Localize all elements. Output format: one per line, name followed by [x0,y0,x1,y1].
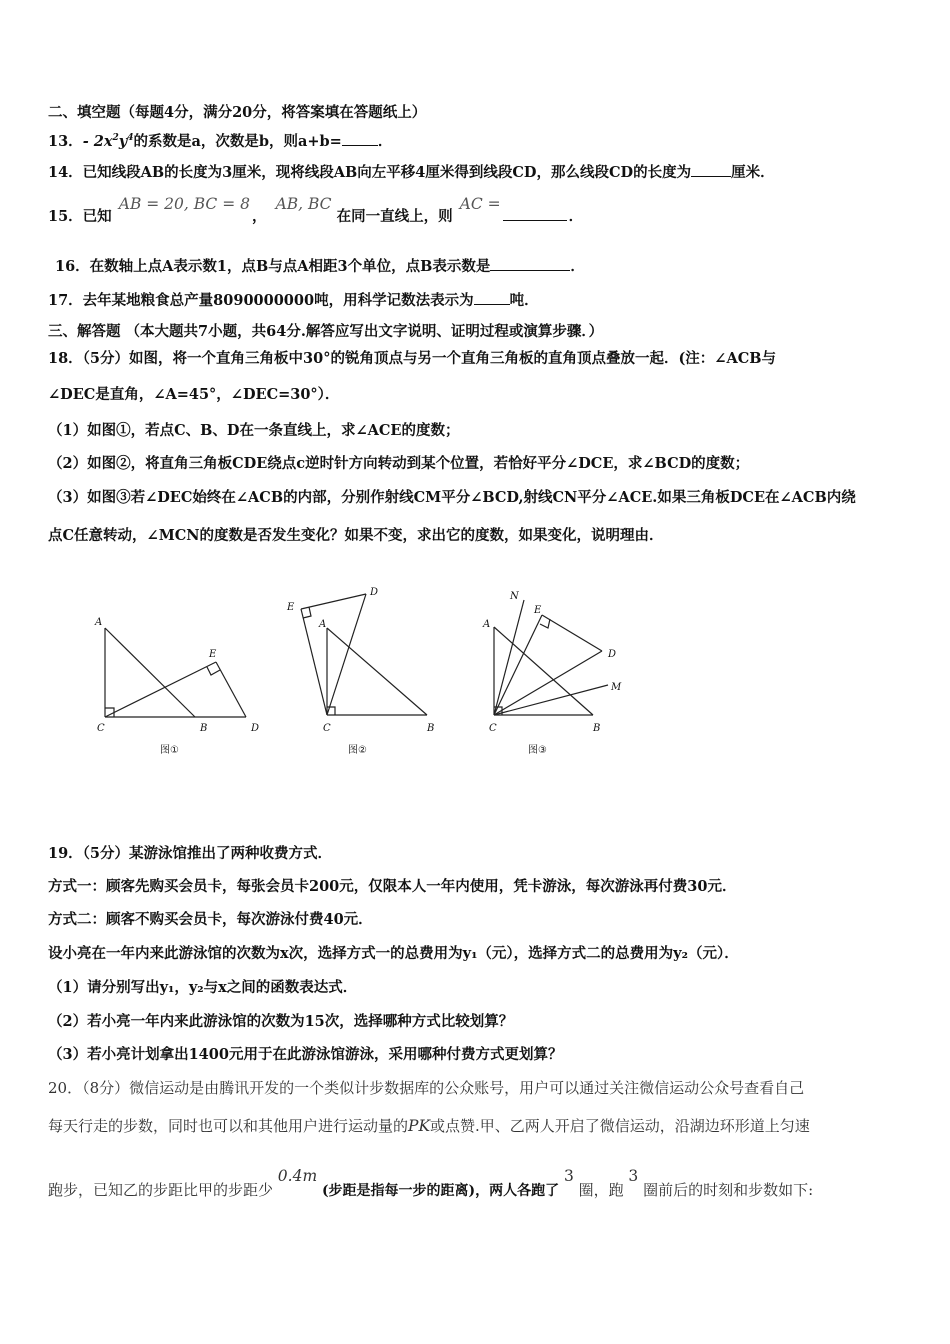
figure-3 [478,585,638,757]
figure-2 [280,582,450,757]
fig1-label-a: A [95,617,103,628]
fig2-label-a: A [319,619,327,630]
q15-answer-blank[interactable] [503,206,567,221]
q20-laps-2: 3 [628,1167,639,1185]
q18-part-3-line-1: （3）如图③若∠DEC始终在∠ACB的内部，分别作射线CM平分∠BCD,射线CN平分∠ACE.如果三角板DCE在∠ACB内绕 [48,489,856,506]
fig2-label-b: B [427,723,435,734]
section-3-header: 三、解答题 （本大题共7小题，共64分.解答应写出文字说明、证明过程或演算步骤．） [48,323,604,340]
q19-part-2: （2）若小亮一年内来此游泳馆的次数为15次，选择哪种方式比较划算？ [48,1013,514,1030]
q16-answer-blank[interactable] [490,256,570,271]
question-13: 13．- $2x^2y^4$的系数是a，次数是b，则a+b= ． [48,132,393,150]
figure-1 [88,605,268,755]
fig1-label-b: B [200,723,208,734]
q20-pk: PK [408,1117,431,1135]
fig3-label-e: E [534,605,542,616]
fig3-edge-ce [494,615,542,715]
q13-expression: - $2x^2y^4$ [82,132,134,150]
q19-setup: 设小亮在一年内来此游泳馆的次数为x次，选择方式一的总费用为y₁（元），选择方式二的总费用为y₂（元）． [48,945,739,962]
fig2-edge-ed [301,594,366,609]
q20-line-1: 20．（8分）微信运动是由腾讯开发的一个类似计步数据库的公众账号，用户可以通过关注微信运动公众号查看自己 [48,1079,805,1097]
fig2-label-d: D [370,587,379,598]
fig1-edge-ab [105,628,195,717]
q20-step-difference: 0.4m [277,1167,318,1185]
fig1-label-c: C [97,723,105,734]
q13-answer-blank[interactable] [342,131,378,146]
fig3-ray-cm [494,685,608,715]
fig3-label-d: D [608,649,617,660]
q16-text: 16．在数轴上点A表示数1，点B与点A相距3个单位，点B表示数是 [55,258,491,275]
q20-line-3: 跑步，已知乙的步距比甲的步距少 0.4m (步距是指每一步的距离)，两人各跑了 3 圈，跑 3 圈前后的时刻和步数如下: [48,1167,814,1199]
q15-given-lengths: AB = 20, BC = 8 [118,195,250,213]
fig3-ray-cn [494,600,524,715]
q19-line-1: 19．（5分）某游泳馆推出了两种收费方式． [48,845,333,862]
fig1-label-d: D [251,723,260,734]
q18-part-1: （1）如图①，若点C、B、D在一条直线上，求∠ACE的度数； [48,422,460,439]
fig1-right-angle-c [105,708,114,717]
question-14: 14．已知线段AB的长度为3厘米，现将线段AB向左平移4厘米得到线段CD，那么线段CD的长度为 厘米． [48,164,775,181]
fig3-edge-ed [542,615,602,651]
q13-number: 13． [48,132,83,150]
q17-text: 17．去年某地粮食总产量8090000000吨，用科学记数法表示为 [48,292,474,309]
q18-line-1: 18．（5分）如图，将一个直角三角板中30°的锐角顶点与另一个直角三角板的直角顶点叠放一起．(注：∠ACB与 [48,350,776,367]
q15-text: 在同一直线上，则 [336,208,453,225]
q18-part-3-line-2: 点C任意转动，∠MCN的度数是否发生变化？如果不变，求出它的度数，如果变化，说明理由． [48,527,664,544]
fig2-edge-ab [327,628,427,715]
fig2-label-c: C [323,723,331,734]
question-17: 17．去年某地粮食总产量8090000000吨，用科学记数法表示为 吨． [48,292,539,309]
fig1-label-e: E [209,649,217,660]
fig3-label-a: A [483,619,491,630]
q15-number: 15．已知 [48,208,112,225]
q15-ac-expression: AC = [459,195,501,213]
fig3-label-c: C [489,723,497,734]
q14-text: 14．已知线段AB的长度为3厘米，现将线段AB向左平移4厘米得到线段CD，那么线段CD的长度为 [48,164,692,181]
fig2-caption: 图② [348,745,367,756]
fig2-label-e: E [287,602,295,613]
q20-line-2: 每天行走的步数，同时也可以和其他用户进行运动量的PK或点赞.甲、乙两人开启了微信运动，沿湖边环形道上匀速 [48,1117,810,1135]
q18-line-2: ∠DEC是直角，∠A=45°，∠DEC=30°）． [48,386,340,403]
fig3-label-b: B [593,723,601,734]
section-2-header: 二、填空题（每题4分，满分20分，将答案填在答题纸上） [48,104,427,121]
q20-laps-1: 3 [563,1167,574,1185]
fig3-label-m: M [611,682,622,693]
fig3-label-n: N [510,591,519,602]
fig1-right-angle-e [207,667,220,675]
q19-part-3: （3）若小亮计划拿出1400元用于在此游泳馆游泳，采用哪种付费方式更划算？ [48,1046,563,1063]
q13-text: 的系数是a，次数是b，则a+b= [133,132,342,150]
q19-way-1: 方式一：顾客先购买会员卡，每张会员卡200元，仅限本人一年内使用，凭卡游泳，每次游泳再付费30元． [48,878,737,895]
fig1-edge-ed [216,662,246,717]
fig3-right-angle-e [540,619,550,628]
q19-way-2: 方式二：顾客不购买会员卡，每次游泳付费40元． [48,911,373,928]
question-16: 16．在数轴上点A表示数1，点B与点A相距3个单位，点B表示数是 ． [55,258,585,275]
fig2-edge-dc [327,594,366,715]
question-15: 15．已知 AB = 20, BC = 8， AB, BC 在同一直线上，则 AC =． [48,195,584,225]
q18-part-2: （2）如图②，将直角三角板CDE绕点c逆时针方向转动到某个位置，若恰好平分∠DCE，求∠BCD的度数； [48,455,750,472]
q15-segments: AB, BC [275,195,332,213]
fig3-edge-cd [494,651,602,715]
q17-answer-blank[interactable] [474,290,510,305]
q14-answer-blank[interactable] [691,162,731,177]
q19-part-1: （1）请分别写出y₁，y₂与x之间的函数表达式． [48,979,358,996]
fig1-edge-ce [105,662,216,717]
fig3-caption: 图③ [528,745,547,756]
fig1-caption: 图① [160,745,179,755]
